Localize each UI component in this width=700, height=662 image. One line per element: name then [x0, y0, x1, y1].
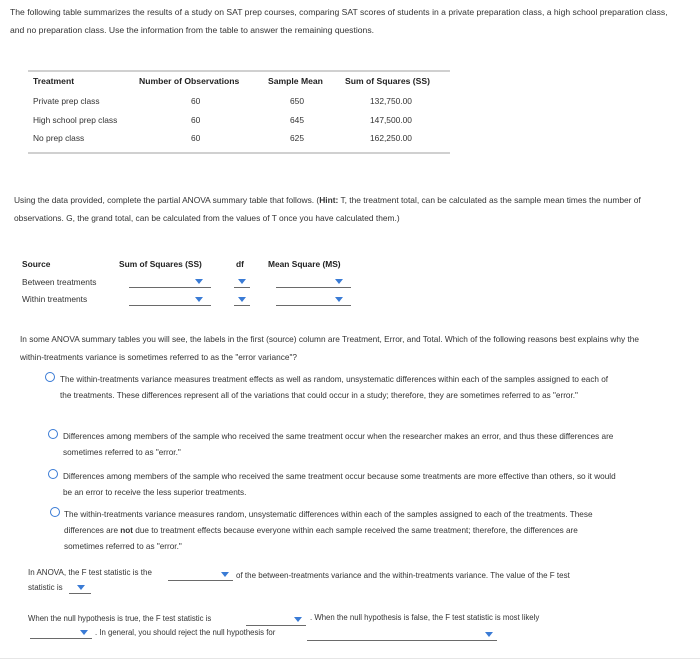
anova-header-df: df: [236, 259, 244, 269]
anova-header-ss: Sum of Squares (SS): [119, 259, 202, 269]
table1-header-treatment: Treatment: [33, 76, 75, 86]
null-false-dropdown[interactable]: [30, 629, 92, 639]
table1-bottom-rule: [28, 152, 450, 154]
dropdown-arrow-icon: [335, 297, 343, 302]
fstat-ratio-dropdown[interactable]: [168, 570, 233, 581]
null-false-text: . When the null hypothesis is false, the F test statistic is most likely: [310, 613, 540, 622]
table1-top-rule: [28, 70, 450, 72]
table1-header-ss: Sum of Squares (SS): [345, 76, 430, 86]
hint-label: Hint:: [319, 195, 339, 205]
table1-cell-ss: 147,500.00: [370, 115, 412, 125]
option-radio-4[interactable]: [50, 507, 60, 517]
ss-within-dropdown[interactable]: [129, 295, 211, 306]
option-radio-3[interactable]: [48, 469, 58, 479]
table1-cell-n: 60: [191, 133, 201, 143]
dropdown-arrow-icon: [195, 279, 203, 284]
ss-between-dropdown[interactable]: [129, 277, 211, 288]
dropdown-arrow-icon: [238, 279, 246, 284]
question-text: In some ANOVA summary tables you will see, the labels in the first (source) column are Treatment, Error, and Total. Which of the following reasons best explains why the within-treatments variance is sometimes referred to as the "error variance"?: [20, 334, 640, 362]
fstat-value-dropdown[interactable]: [69, 584, 91, 594]
dropdown-arrow-icon: [77, 585, 85, 590]
anova-row-between: Between treatments: [22, 277, 97, 287]
table1-cell-mean: 645: [290, 115, 304, 125]
table1-cell-mean: 625: [290, 133, 304, 143]
reject-dropdown[interactable]: [307, 630, 497, 641]
dropdown-arrow-icon: [195, 297, 203, 302]
option-text-4[interactable]: [64, 507, 609, 555]
option-text-2[interactable]: Differences among members of the sample who received the same treatment occur when the researcher makes an error, and thus these differences are sometimes referred to as "error.": [63, 432, 614, 457]
null-true-dropdown[interactable]: [246, 615, 306, 626]
reject-text: . In general, you should reject the null hypothesis for: [95, 628, 276, 637]
dropdown-arrow-icon: [80, 630, 88, 635]
df-within-dropdown[interactable]: [234, 295, 250, 306]
ms-within-dropdown[interactable]: [276, 295, 351, 306]
df-between-dropdown[interactable]: [234, 277, 250, 288]
dropdown-arrow-icon: [335, 279, 343, 284]
table1-row-label: Private prep class: [33, 96, 100, 106]
table1-header-mean: Sample Mean: [268, 76, 323, 86]
fstat-line1b: of the between-treatments variance and the within-treatments variance. The value of the F test: [236, 571, 570, 580]
ms-between-dropdown[interactable]: [276, 277, 351, 288]
anova-header-source: Source: [22, 259, 51, 269]
option-4-text-a: The within-treatments variance measures random, unsystematic differences within each of the samples assigned to each of the treatments. These differences are: [64, 510, 593, 535]
table1-cell-ss: 132,750.00: [370, 96, 412, 106]
bottom-divider: [0, 658, 700, 659]
dropdown-arrow-icon: [238, 297, 246, 302]
fstat-line1a: In ANOVA, the F test statistic is the: [28, 568, 152, 577]
option-4-emphasis: not: [120, 526, 134, 535]
table1-cell-ss: 162,250.00: [370, 133, 412, 143]
dropdown-arrow-icon: [294, 617, 302, 622]
table1-header-observations: Number of Observations: [139, 76, 240, 86]
anova-instructions: [14, 191, 664, 227]
table1-row-label: No prep class: [33, 133, 85, 143]
option-radio-2[interactable]: [48, 429, 58, 439]
table1-cell-n: 60: [191, 115, 201, 125]
fstat-line2: statistic is: [28, 583, 63, 592]
instructions-text-a: Using the data provided, complete the partial ANOVA summary table that follows. (: [14, 195, 320, 205]
table1-cell-n: 60: [191, 96, 201, 106]
null-true-text: When the null hypothesis is true, the F test statistic is: [28, 614, 212, 623]
dropdown-arrow-icon: [221, 572, 229, 577]
option-4-text-b: due to treatment effects because everyone within each sample received the same treatment; therefore, the differences are sometimes referred to as "error.": [64, 526, 578, 551]
anova-row-within: Within treatments: [22, 294, 88, 304]
anova-header-ms: Mean Square (MS): [268, 259, 341, 269]
option-radio-1[interactable]: [45, 372, 55, 382]
intro-text: The following table summarizes the results of a study on SAT prep courses, comparing SAT scores of students in a private preparation class, a high school preparation class, and no preparation class. Use the information from the table to answer the remaining questions.: [10, 7, 668, 35]
dropdown-arrow-icon: [485, 632, 493, 637]
option-text-1[interactable]: The within-treatments variance measures treatment effects as well as random, unsystematic differences within each of the samples assigned to each of the treatments. These differences represent all of the variations that could occur in a study; therefore, they are sometimes referred to as "error.": [60, 375, 609, 400]
table1-cell-mean: 650: [290, 96, 304, 106]
instructions-text-b: T, the treatment total, can be calculated as the sample mean times the number of observations. G, the grand total, can be calculated from the values of T once you have calculated them.): [14, 195, 641, 223]
table1-row-label: High school prep class: [33, 115, 118, 125]
option-text-3[interactable]: Differences among members of the sample who received the same treatment occur because some treatments are more effective than others, so it would be an error to receive the less superior treatments.: [63, 472, 616, 497]
